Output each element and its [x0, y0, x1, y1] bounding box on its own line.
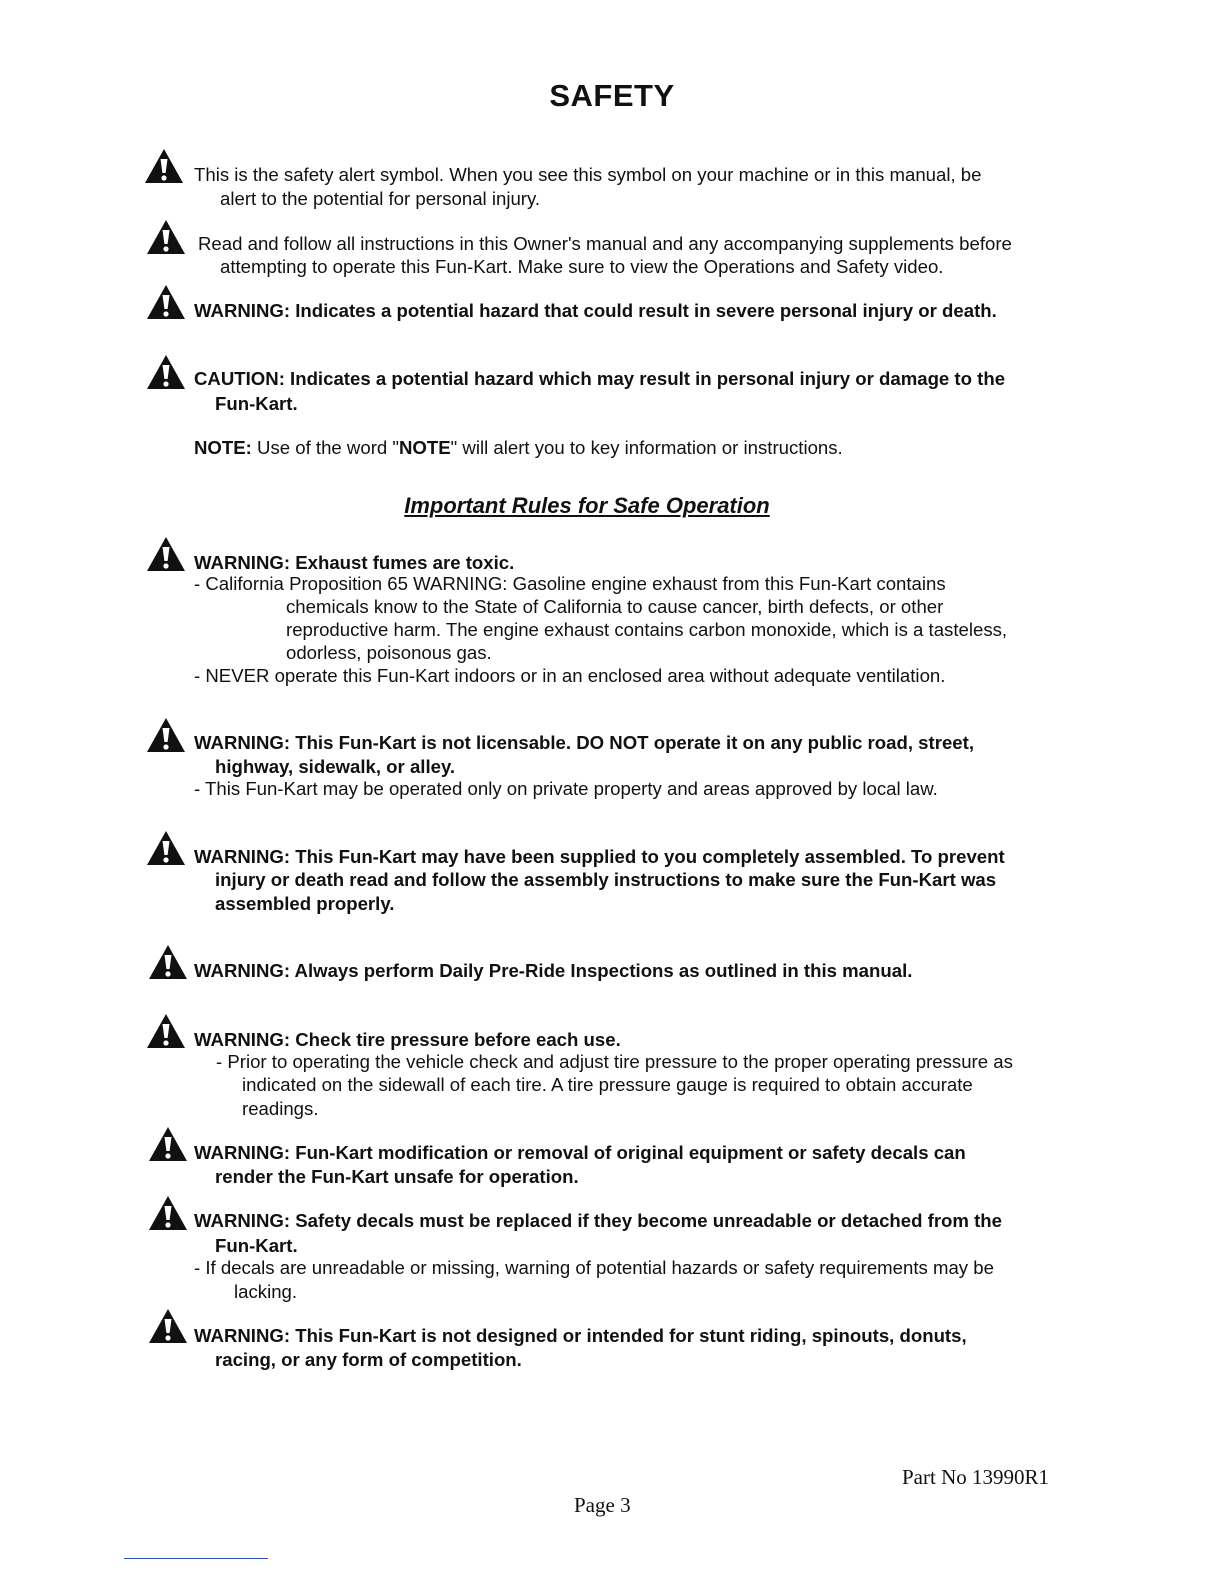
- note-label: NOTE:: [194, 437, 252, 458]
- safety-alert-icon: [144, 148, 184, 184]
- exhaust-bullet-1-line-4: odorless, poisonous gas.: [286, 642, 492, 663]
- footnote-divider: [124, 1558, 268, 1559]
- assembled-heading-line-2: injury or death read and follow the assembly instructions to make sure the Fun-Kart was: [215, 869, 997, 890]
- modification-heading-line-2: render the Fun-Kart unsafe for operation.: [215, 1166, 579, 1187]
- page-title: SAFETY: [549, 78, 675, 113]
- page-number: Page 3: [574, 1493, 631, 1517]
- caution-definition-line-1: CAUTION: Indicates a potential hazard which may result in personal injury or damage to the: [194, 368, 1006, 389]
- note-text-a: Use of the word ": [251, 437, 399, 458]
- alert-symbol-line-1: This is the safety alert symbol. When you see this symbol on your machine or in this manual, be: [194, 164, 982, 185]
- tire-bullet-1-line-3: readings.: [242, 1098, 319, 1119]
- safety-alert-icon: [148, 944, 188, 980]
- safety-alert-icon: [148, 1308, 188, 1344]
- alert-symbol-line-2: alert to the potential for personal injury.: [220, 188, 541, 209]
- assembled-heading-line-1: WARNING: This Fun-Kart may have been supplied to you completely assembled. To prevent: [194, 846, 1005, 867]
- assembled-heading-line-3: assembled properly.: [215, 893, 395, 914]
- licensable-bullet-1: - This Fun-Kart may be operated only on private property and areas approved by local law.: [194, 778, 938, 799]
- read-follow-line-2: attempting to operate this Fun-Kart. Make sure to view the Operations and Safety video.: [220, 256, 944, 277]
- note-word: NOTE: [399, 437, 451, 458]
- safety-alert-icon: [146, 536, 186, 572]
- decals-heading-line-1: WARNING: Safety decals must be replaced if they become unreadable or detached from the: [194, 1210, 1003, 1231]
- decals-bullet-1-line-2: lacking.: [234, 1281, 298, 1302]
- modification-heading-line-1: WARNING: Fun-Kart modification or removal of original equipment or safety decals can: [194, 1142, 966, 1163]
- safety-alert-icon: [148, 1195, 188, 1231]
- safety-alert-icon: [146, 219, 186, 255]
- safety-alert-icon: [146, 830, 186, 866]
- tire-heading: WARNING: Check tire pressure before each use.: [194, 1029, 621, 1050]
- note-line: [194, 436, 843, 459]
- tire-bullet-1-line-1: - Prior to operating the vehicle check and adjust tire pressure to the proper operating pressure as: [216, 1051, 1013, 1072]
- exhaust-bullet-1-line-3: reproductive harm. The engine exhaust contains carbon monoxide, which is a tasteless,: [286, 619, 1008, 640]
- decals-bullet-1-line-1: - If decals are unreadable or missing, warning of potential hazards or safety requirements may be: [194, 1257, 994, 1278]
- safety-alert-icon: [146, 284, 186, 320]
- licensable-heading-line-1: WARNING: This Fun-Kart is not licensable. DO NOT operate it on any public road, street,: [194, 732, 974, 753]
- preride-heading: WARNING: Always perform Daily Pre-Ride Inspections as outlined in this manual.: [194, 960, 913, 981]
- exhaust-bullet-1-line-2: chemicals know to the State of California to cause cancer, birth defects, or other: [286, 596, 944, 617]
- note-text-b: " will alert you to key information or instructions.: [450, 437, 843, 458]
- licensable-heading-line-2: highway, sidewalk, or alley.: [215, 756, 456, 777]
- exhaust-bullet-1-line-1: - California Proposition 65 WARNING: Gasoline engine exhaust from this Fun-Kart contains: [194, 573, 946, 594]
- read-follow-line-1: Read and follow all instructions in this Owner's manual and any accompanying supplements before: [198, 233, 1012, 254]
- tire-bullet-1-line-2: indicated on the sidewall of each tire. A tire pressure gauge is required to obtain accurate: [242, 1074, 973, 1095]
- decals-heading-line-2: Fun-Kart.: [215, 1235, 298, 1256]
- part-number: Part No 13990R1: [902, 1465, 1049, 1489]
- exhaust-bullet-2: - NEVER operate this Fun-Kart indoors or in an enclosed area without adequate ventilation.: [194, 665, 946, 686]
- stunt-heading-line-1: WARNING: This Fun-Kart is not designed or intended for stunt riding, spinouts, donuts,: [194, 1325, 967, 1346]
- safety-alert-icon: [146, 354, 186, 390]
- safety-alert-icon: [148, 1126, 188, 1162]
- stunt-heading-line-2: racing, or any form of competition.: [215, 1349, 522, 1370]
- section-subheading: Important Rules for Safe Operation: [404, 493, 770, 518]
- safety-alert-icon: [146, 717, 186, 753]
- caution-definition-line-2: Fun-Kart.: [215, 393, 298, 414]
- safety-alert-icon: [146, 1013, 186, 1049]
- exhaust-heading: WARNING: Exhaust fumes are toxic.: [194, 552, 515, 573]
- warning-definition: WARNING: Indicates a potential hazard that could result in severe personal injury or death.: [194, 300, 997, 321]
